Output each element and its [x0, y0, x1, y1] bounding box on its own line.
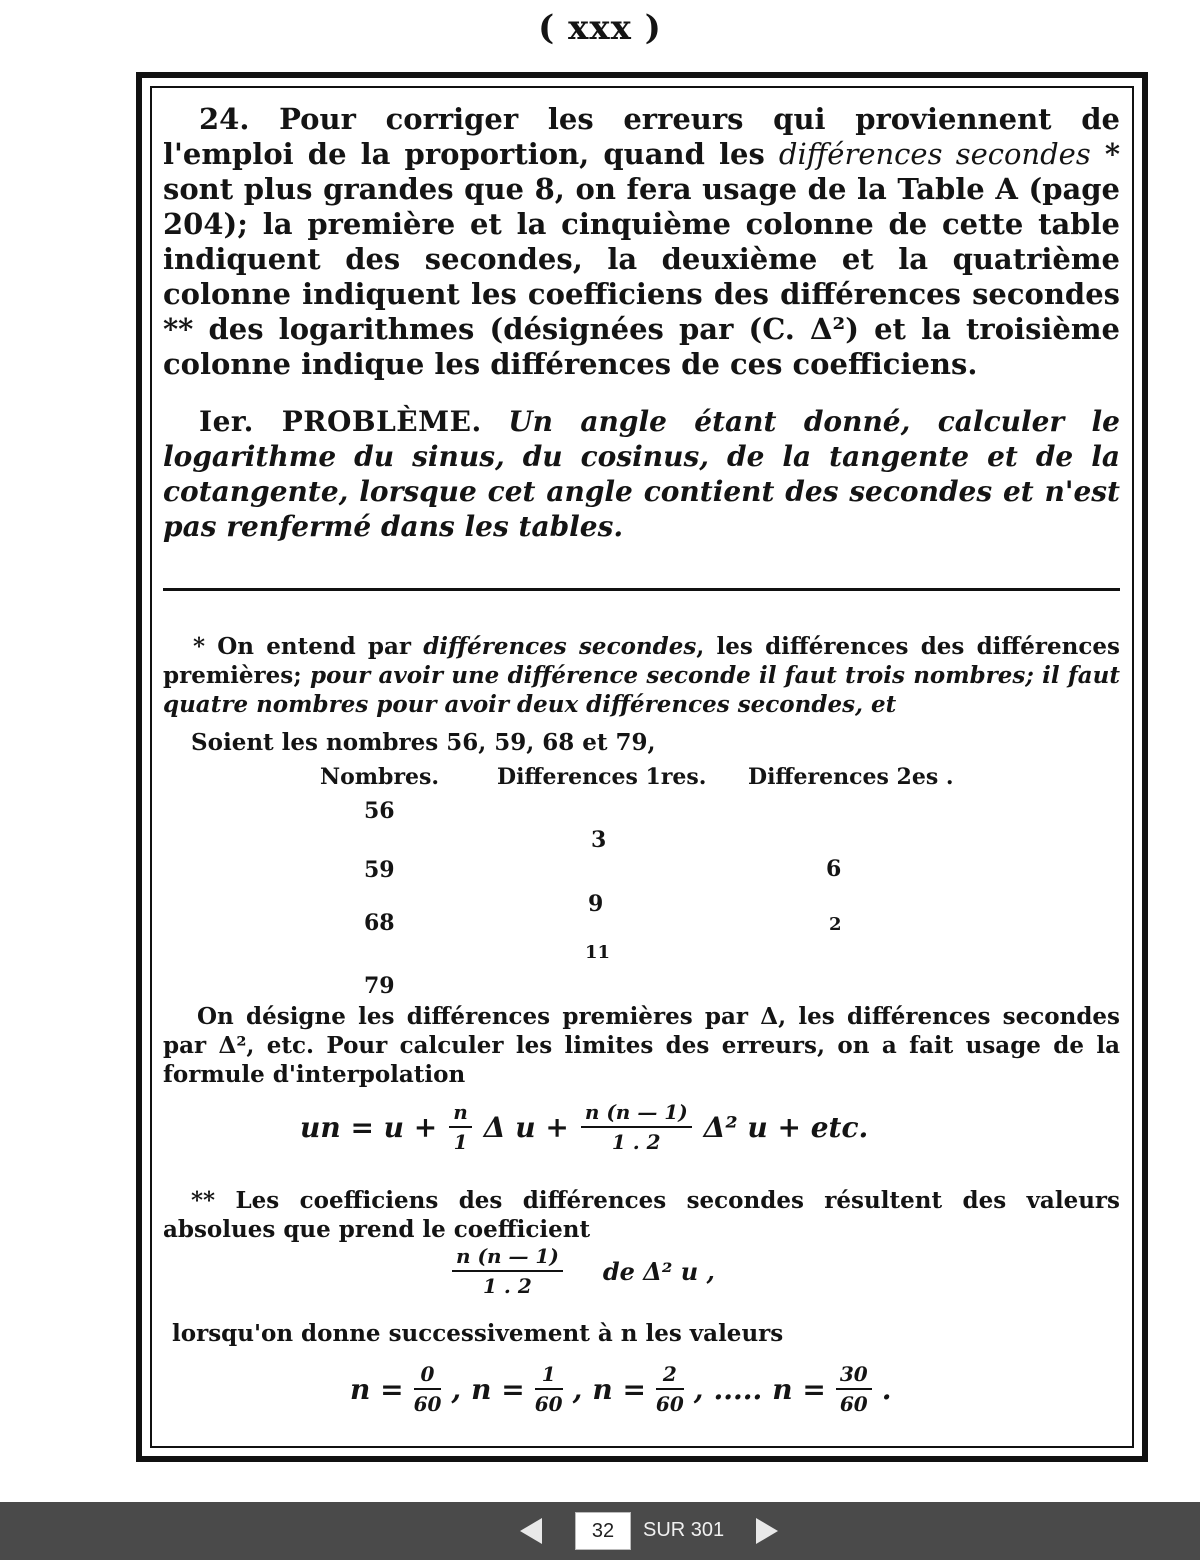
page-number-input[interactable]: 32 [575, 1512, 631, 1550]
footnote-divider [163, 588, 1120, 591]
problem-1-title: Ier. PROBLÈME. [199, 405, 482, 438]
problem-1-paragraph [163, 404, 1120, 544]
footnote-1-paragraph [163, 632, 1120, 719]
section-24 [163, 102, 1120, 382]
formula-2-prefix: n = [350, 1372, 404, 1406]
table-number-1: 56 [364, 798, 395, 824]
table-number-2: 59 [364, 857, 395, 883]
formula-2-term-1-num: 0 [414, 1362, 442, 1390]
formula-2-term-3-den: 60 [655, 1392, 684, 1416]
coefficient-formula [452, 1244, 715, 1298]
page-header: ( xxx ) [538, 8, 662, 48]
table-number-4: 79 [364, 973, 395, 999]
formula-1-rhs: Δ² u + etc. [703, 1110, 869, 1144]
formula-2-term-2-den: 60 [534, 1392, 563, 1416]
footnote-1-italic: pour avoir une différence seconde il faut trois nombres; il faut quatre nombres pour avoir deux différences secondes, et [163, 662, 1120, 718]
footnote-1 [163, 632, 1120, 756]
table-header-numbers: Nombres. [320, 764, 440, 790]
table-second-diff-1: 6 [826, 856, 842, 882]
formula-1-fraction-1-num: n [449, 1100, 472, 1128]
previous-page-icon[interactable] [520, 1518, 542, 1544]
coefficient-after: de Δ² u , [602, 1256, 715, 1286]
formula-2-term-4-den: 60 [839, 1392, 868, 1416]
page-total-label: SUR 301 [643, 1519, 725, 1541]
next-page-icon[interactable] [756, 1518, 778, 1544]
section-24-paragraph [163, 102, 1120, 382]
formula-2-term-2 [535, 1362, 563, 1416]
formula-2-term-4-num: 30 [836, 1362, 872, 1390]
footnote-1-intro: * On entend par [193, 633, 424, 660]
formula-1-fraction-1-den: 1 [453, 1130, 468, 1154]
formula-2-term-1-den: 60 [413, 1392, 442, 1416]
interpolation-formula [300, 1100, 868, 1154]
formula-2-term-2-num: 1 [535, 1362, 563, 1390]
formula-2-term-1 [414, 1362, 442, 1416]
coefficient-fraction-den: 1 . 2 [483, 1274, 532, 1298]
table-first-diff-1: 3 [591, 827, 607, 853]
formula-2-eq-2: n = [592, 1372, 646, 1406]
section-24-italic: différences secondes [778, 137, 1091, 171]
table-number-3: 68 [364, 910, 395, 936]
designation [163, 1002, 1120, 1089]
formula-1-fraction-2-den: 1 . 2 [611, 1130, 661, 1154]
footnote-2-paragraph: ** Les coefficiens des différences secondes résultent des valeurs absolues que prend le coefficient [163, 1187, 1120, 1243]
formula-1-lhs: un = u + [300, 1110, 438, 1144]
formula-2-term-3 [656, 1362, 684, 1416]
formula-1-fraction-2 [581, 1100, 692, 1154]
footnote-1-intro-italic: différences secondes [423, 633, 697, 660]
footnote-1-intro-rest: , les différences des différences premières; [163, 633, 1120, 689]
table-header-second-diffs: Differences 2es . [748, 764, 954, 790]
formula-2-eq-1: n = [471, 1372, 525, 1406]
pager-bar [0, 1502, 1200, 1560]
table-first-diff-3: 11 [585, 942, 611, 963]
formula-2-dots: ..... [713, 1372, 763, 1406]
formula-2-term-4 [836, 1362, 872, 1416]
formula-1-mid: Δ u + [483, 1110, 569, 1144]
table-header-first-diffs: Differences 1res. [497, 764, 707, 790]
footnote-1-numbers-line: Soient les nombres 56, 59, 68 et 79, [191, 729, 656, 756]
section-24-text-before: 24. Pour corriger les erreurs qui proviennent de l'emploi de la proportion, quand les [163, 102, 1120, 171]
table-second-diff-2: 2 [829, 914, 842, 935]
section-24-text-after: * sont plus grandes que 8, on fera usage de la Table A (page 204); la première et la cinquième colonne de cette table indiquent des secondes, la deuxième et la quatrième colonne indiquent les coefficiens des différences secondes ** des logarithmes (désignées par (C. Δ²) et la troisième colonne indique les différences de ces coefficiens. [163, 137, 1120, 381]
designation-paragraph: On désigne les différences premières par Δ, les différences secondes par Δ², etc. Pour calculer les limites des erreurs, on a fait usage de la formule d'interpolation [163, 1003, 1120, 1088]
coefficient-fraction-num: n (n — 1) [452, 1244, 563, 1272]
table-first-diff-2: 9 [588, 891, 604, 917]
values-formula: n = $\frac{0}{60}$ , n = $\frac{1}{60}$ , n = $\frac{2}{60}$ , ..... n = $\frac{30}{60}$ . [350, 1362, 892, 1416]
formula-2-term-3-num: 2 [656, 1362, 684, 1390]
formula-1-fraction-1 [449, 1100, 472, 1154]
problem-1 [163, 404, 1120, 544]
footnote-2 [163, 1186, 1120, 1244]
formula-2-eq-3: n = [772, 1372, 826, 1406]
coefficient-fraction [452, 1244, 563, 1298]
problem-1-text: Un angle étant donné, calculer le logarithme du sinus, du cosinus, de la tangente et de la cotangente, lorsque cet angle contient des secondes et n'est pas renfermé dans les tables. [163, 405, 1120, 543]
formula-1-fraction-2-num: n (n — 1) [581, 1100, 692, 1128]
footnote-2-line: lorsqu'on donne successivement à n les valeurs [172, 1320, 784, 1347]
